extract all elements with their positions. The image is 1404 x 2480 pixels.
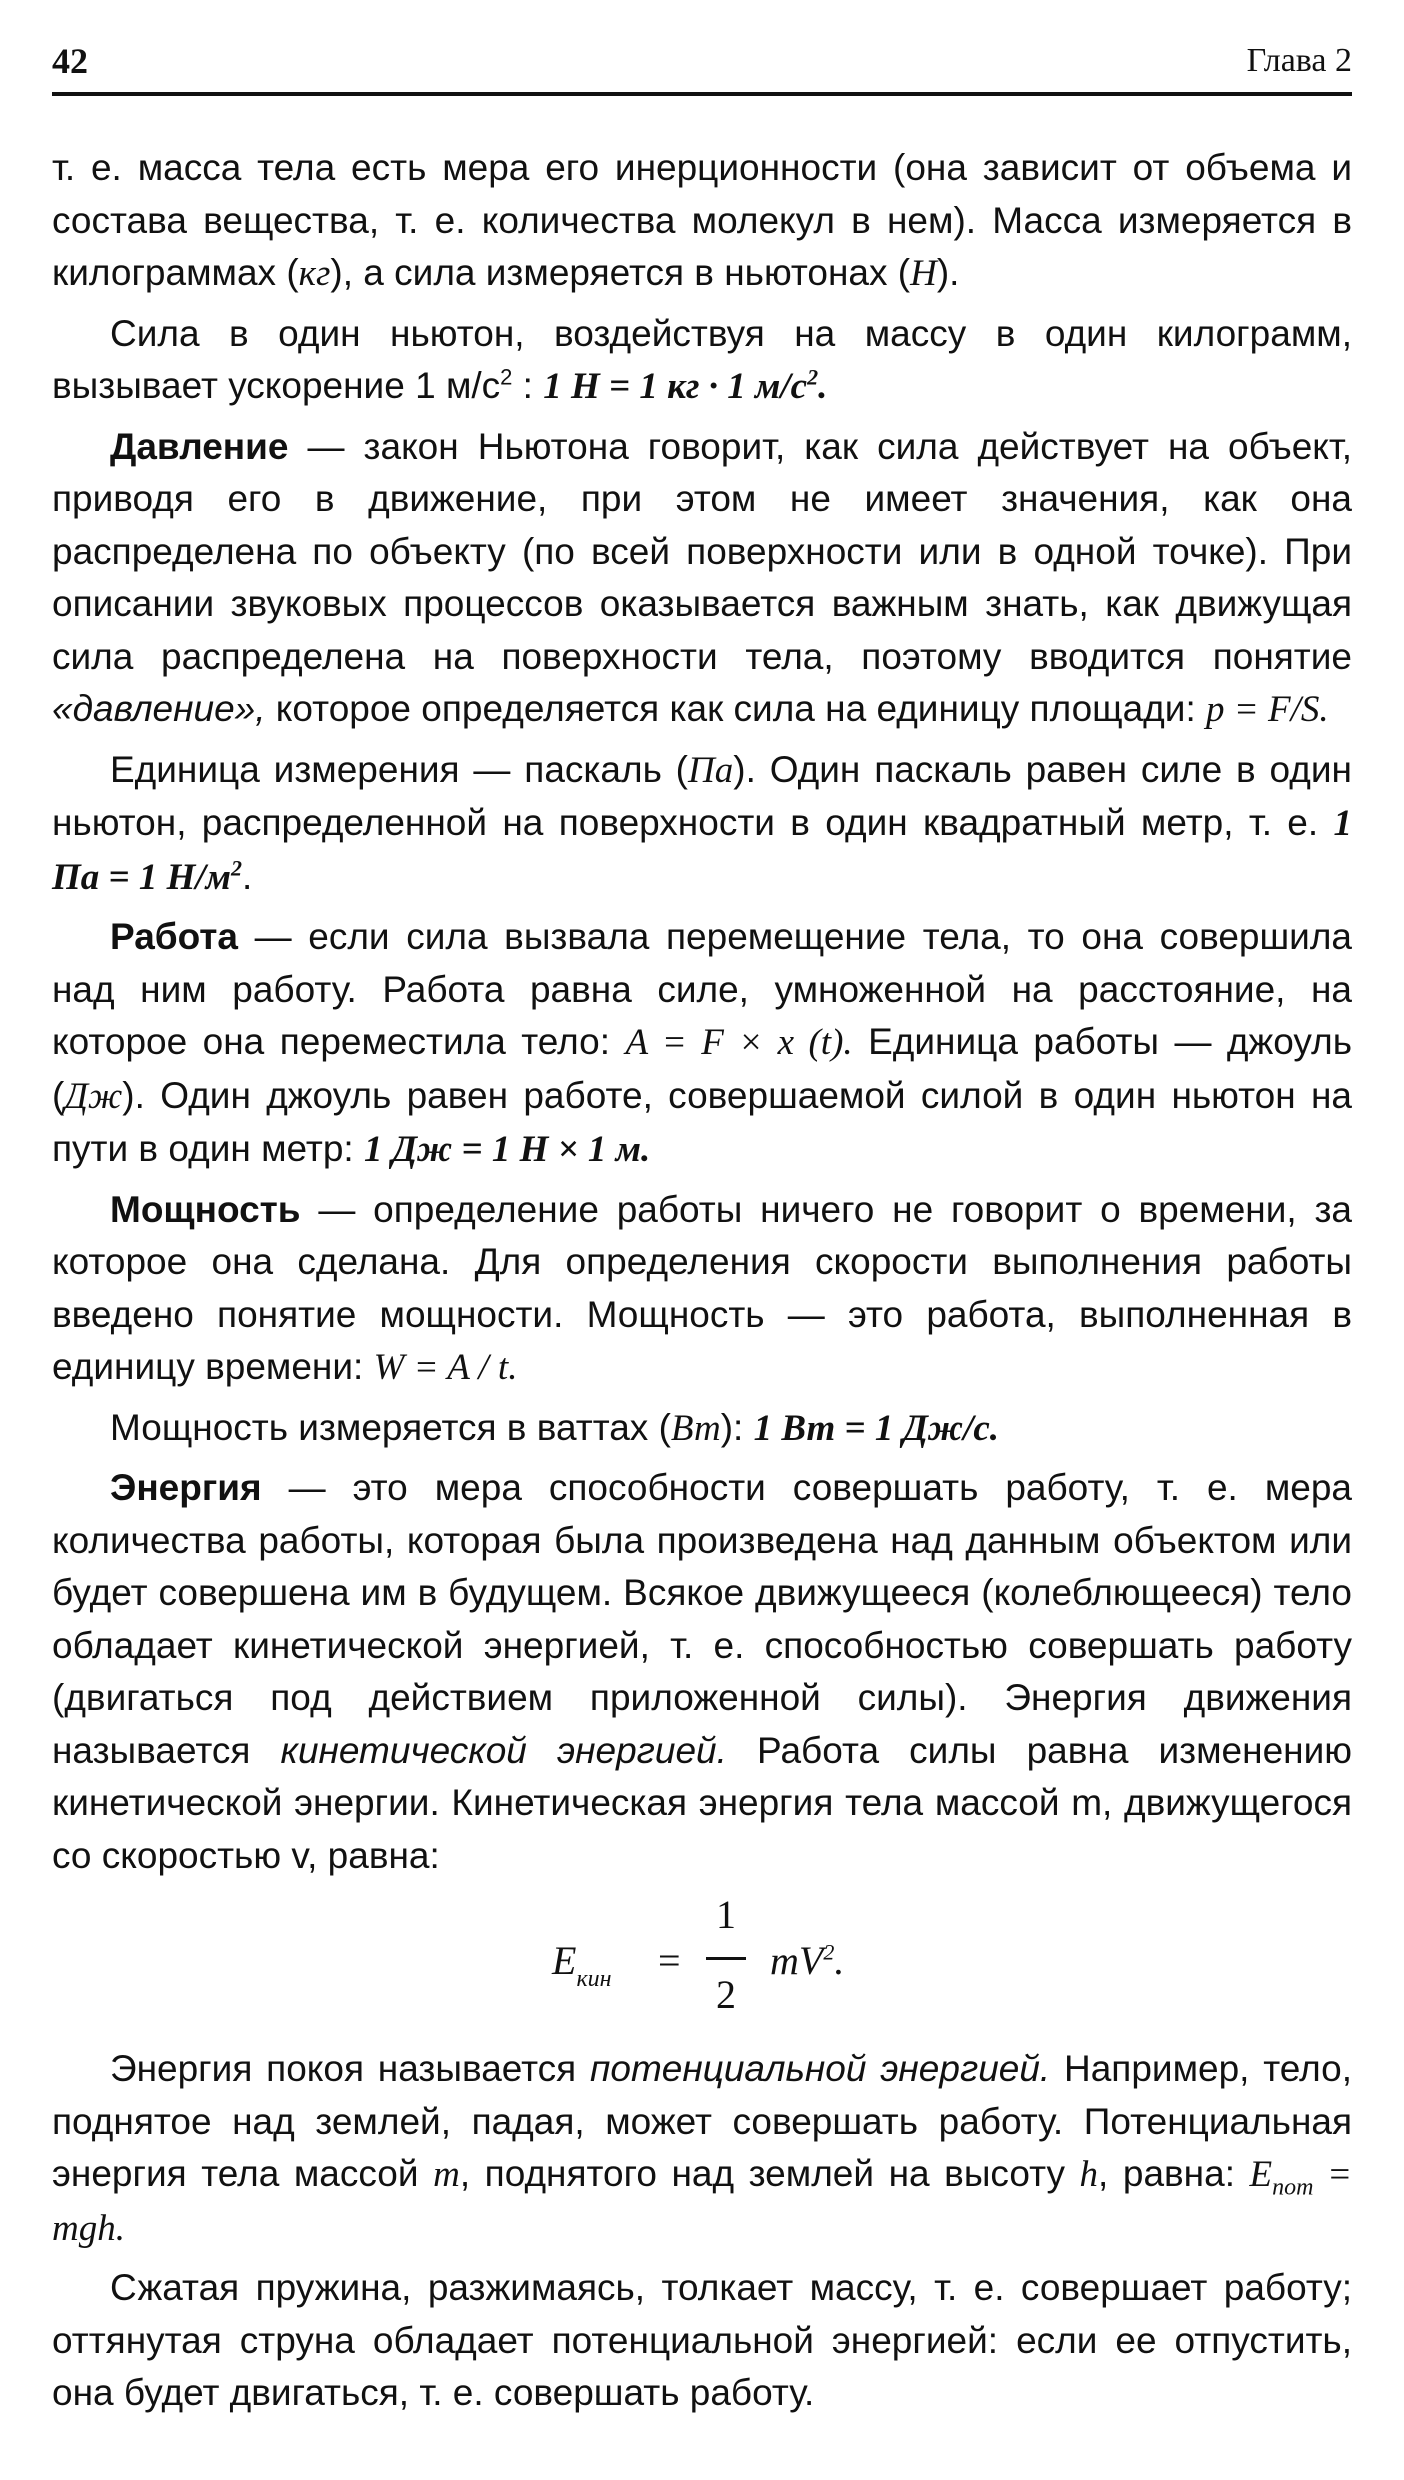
term-power: Мощность — [110, 1188, 301, 1230]
italic-term: «давление», — [52, 688, 266, 729]
text-run: — закон Ньютона говорит, как сила действует на объект, приводя его в движение, при этом не имеет значения, как она распределена по объекту (по всей поверхности или в одной точке). При описании звуковых процессов оказывается важным знать, как движущая сила распределена на поверхности тела, поэтому вводится понятие — [52, 425, 1352, 677]
paragraph-mass — [52, 142, 1352, 301]
term-pressure: Давление — [110, 425, 289, 467]
unit-watt: Вт — [670, 1407, 721, 1449]
text-run: Например, тело, поднятое над землей, падая, может совершать работу. Потенциальная энергия тела массой — [52, 2048, 1352, 2194]
kinetic-energy-formula — [52, 1889, 1352, 2029]
italic-term: кинетической энергией. — [280, 1729, 727, 1771]
text-run: ). Один джоуль равен работе, совершаемой силой в один ньютон на пути в один метр: — [52, 1074, 1352, 1169]
formula-rhs — [770, 1935, 844, 1988]
formula-text: . — [834, 1938, 845, 1983]
paragraph-potential — [52, 2043, 1352, 2255]
superscript: 2 — [231, 855, 243, 881]
formula-joule: 1 Дж = 1 Н × 1 м. — [363, 1129, 651, 1170]
fraction-denominator: 2 — [716, 1972, 736, 2017]
fraction-numerator: 1 — [716, 1892, 736, 1937]
text-run: : — [512, 365, 544, 406]
text-run: Мощность измеряется в ваттах ( — [110, 1406, 671, 1448]
superscript: 2 — [823, 1939, 835, 1965]
paragraph-spring — [52, 2262, 1352, 2420]
text-run: ), а сила измеряется в ньютонах ( — [330, 252, 911, 293]
formula-lhs — [552, 1935, 612, 1994]
fraction-bar — [706, 1957, 746, 1960]
unit-kg: кг — [298, 253, 331, 294]
text-run: Сжатая пружина, разжимаясь, толкает массу, т. е. совершает работу; оттянутая струна обладает потенциальной энергией: если ее отпустить, она будет двигаться, т. е. совершать работу. — [52, 2267, 1352, 2413]
paragraph-watt — [52, 1402, 1352, 1456]
text-run: — определение работы ничего не говорит о времени, за которое она сделана. Для определения скорости выполнения работы введено понятие мощности. Мощность — это работа, выполненная в единицу времени: — [52, 1188, 1352, 1387]
text-run: . — [242, 855, 253, 897]
text-run: — это мера способности совершать работу, т. е. мера количества работы, которая была произведена над данным объектом или будет совершена им в будущем. Всякое движущееся (колеблющееся) тело обладает кинетической энергией, т. е. способностью совершать работу (двигаться под действием приложенной силы). Энергия движения называется — [52, 1467, 1352, 1771]
superscript: 2 — [807, 364, 819, 390]
formula-pressure: p = F/S. — [1206, 689, 1329, 730]
header-rule — [52, 92, 1352, 96]
unit-pascal: Па — [688, 749, 734, 791]
italic-term: потенциальной энергией. — [590, 2048, 1051, 2089]
text-run: Сила в один ньютон, воздействуя на массу в один килограмм, вызывает ускорение 1 м/с — [52, 312, 1352, 406]
formula-text: 1 Па = 1 Н/м — [52, 803, 1352, 898]
superscript: 2 — [500, 364, 513, 390]
paragraph-power — [52, 1184, 1352, 1395]
page-number: 42 — [52, 41, 88, 81]
paragraph-newton — [52, 308, 1352, 414]
text-run: , равна: — [1098, 2153, 1250, 2194]
formula-symbol: E — [1249, 2154, 1273, 2195]
unit-joule: Дж — [64, 1075, 123, 1117]
paragraph-pascal — [52, 744, 1352, 905]
formula-work: A = F × x (t). — [625, 1022, 853, 1063]
unit-newton: Н — [910, 253, 937, 294]
formula-text: . — [818, 366, 828, 407]
symbol-m: m — [433, 2154, 460, 2195]
formula-watt: 1 Вт = 1 Дж/с. — [753, 1407, 1000, 1449]
formula-text: = mgh. — [52, 2154, 1353, 2249]
symbol-h: h — [1079, 2154, 1099, 2195]
text-run: Энергия покоя называется — [110, 2048, 590, 2089]
formula-subscript: пот — [1272, 2174, 1314, 2201]
text-run: ): — [720, 1406, 754, 1448]
text-run: т. е. масса тела есть мера его инерционности (она зависит от объема и состава вещества, т. е. количества молекул в нем). Масса измеряется в килограммах ( — [52, 147, 1352, 293]
text-run: , поднятого над землей на высоту — [459, 2153, 1080, 2194]
text-run: ). — [936, 252, 960, 293]
formula-equals: = — [658, 1938, 681, 1983]
paragraph-energy — [52, 1462, 1352, 1882]
text-run: Единица измерения — паскаль ( — [110, 748, 689, 790]
formula-text: 1 Н = 1 кг · 1 м/с — [543, 366, 808, 407]
page-header — [52, 40, 1352, 90]
paragraph-work — [52, 911, 1352, 1177]
term-energy: Энергия — [110, 1467, 262, 1508]
formula-symbol: E — [552, 1938, 577, 1983]
formula-newton — [543, 366, 827, 407]
paragraph-pressure — [52, 421, 1352, 737]
text-run: ). Один паскаль равен силе в один ньютон, распределенной на поверхности в один квадратный метр, т. е. — [52, 748, 1352, 843]
formula-power: W = A / t. — [373, 1347, 518, 1388]
formula-symbol: mV — [770, 1938, 824, 1983]
text-run: которое определяется как сила на единицу площади: — [265, 688, 1206, 729]
text-run: Единица работы — джоуль ( — [52, 1021, 1352, 1116]
text-run: Работа силы равна изменению кинетической энергии. Кинетическая энергия тела массой m, движущегося со скоростью v, равна: — [52, 1729, 1352, 1876]
text-run: — если сила вызвала перемещение тела, то она совершила над ним работу. Работа равна силе, умноженной на расстояние, на которое она переместила тело: — [52, 916, 1352, 1062]
body-text — [52, 142, 1352, 2427]
term-work: Работа — [110, 916, 239, 957]
formula-subscript: кин — [576, 1966, 612, 1992]
chapter-title: Глава 2 — [1246, 42, 1352, 79]
